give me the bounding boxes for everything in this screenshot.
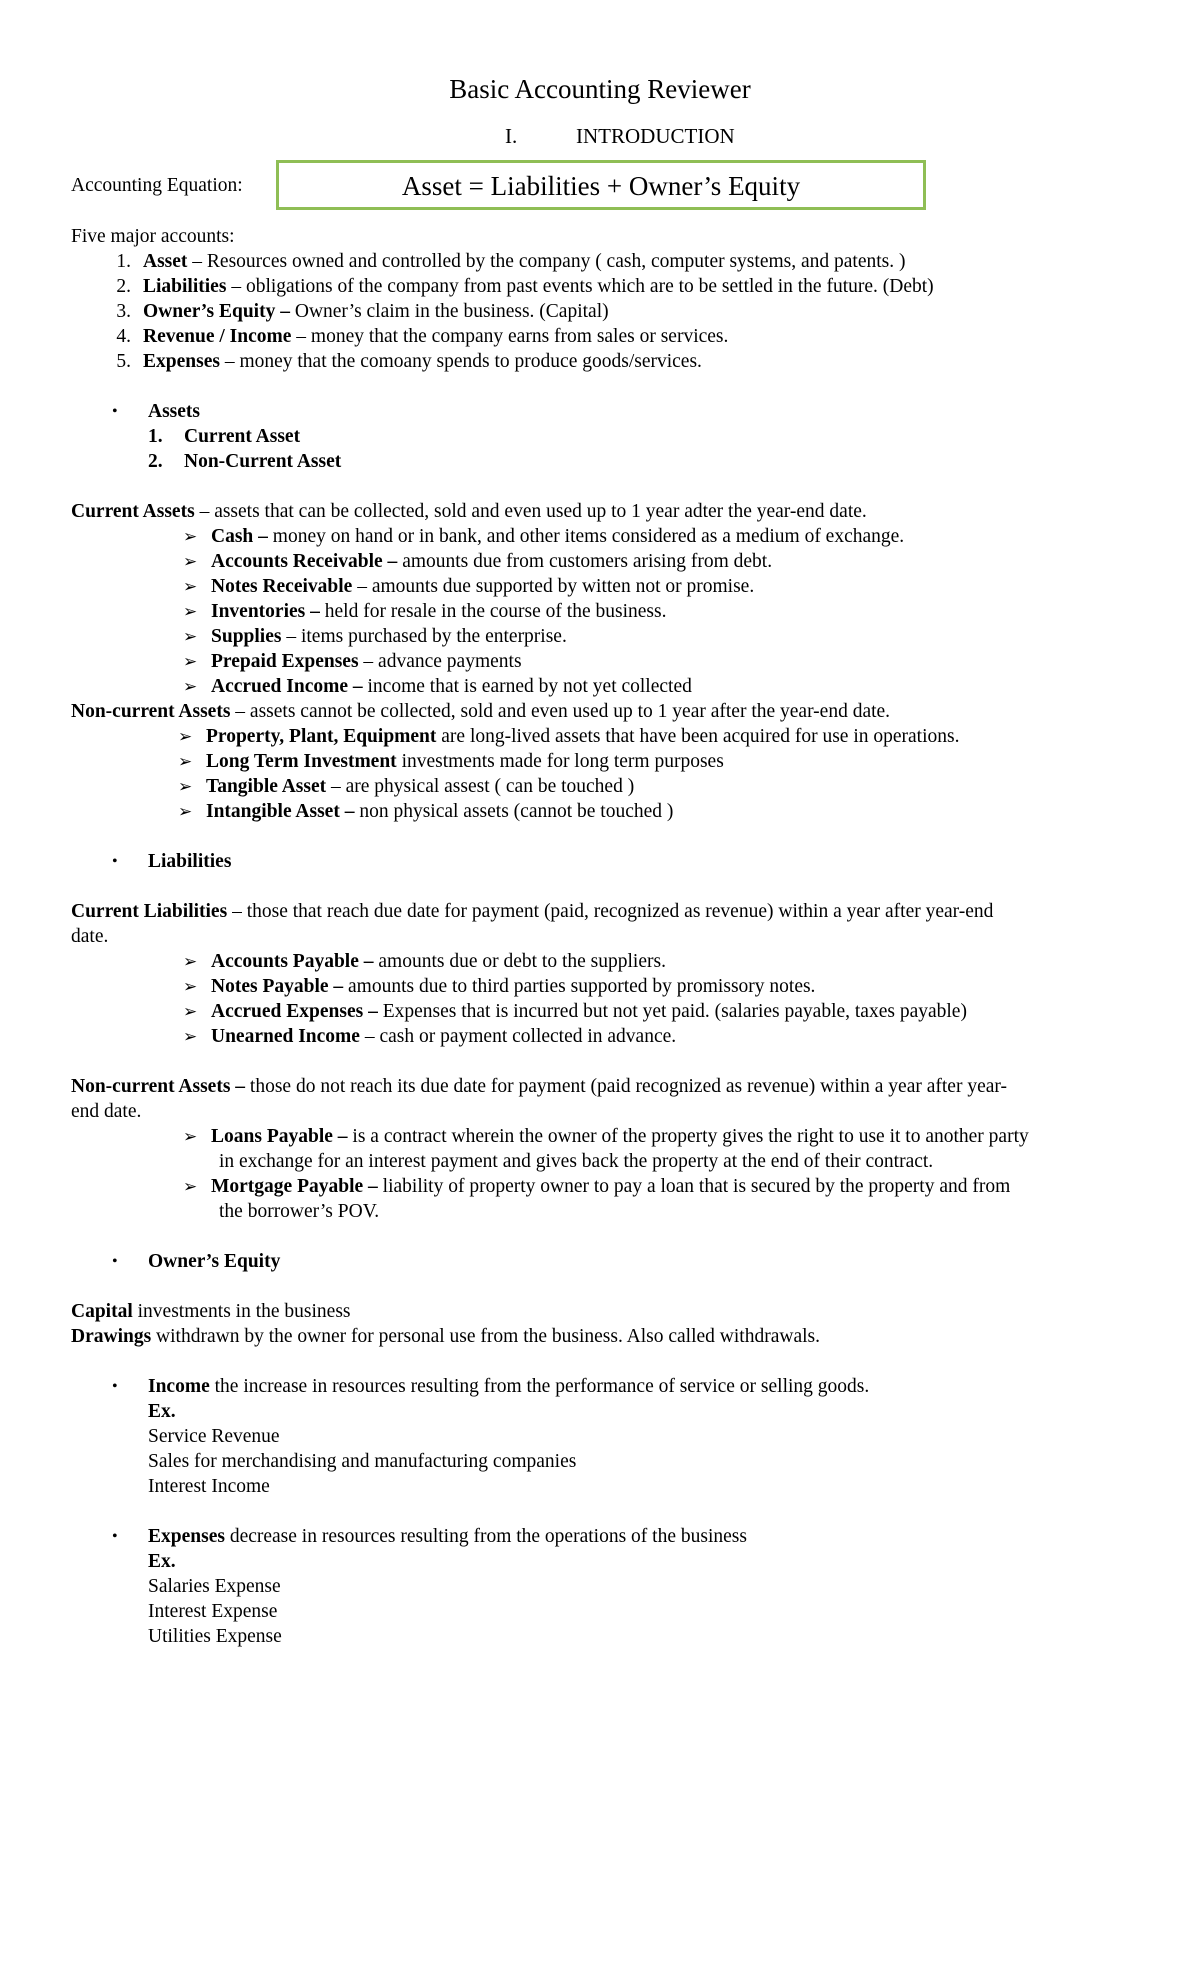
list-item: Service Revenue [148, 1426, 280, 1447]
list-item: Interest Income [148, 1476, 270, 1497]
arrow-bullet-icon: ➢ [183, 602, 198, 621]
page-title: Basic Accounting Reviewer [449, 74, 751, 104]
list-item: 2. Liabilities – obligations of the company from past events which are to be settled in the future. (Debt) [116, 276, 934, 297]
bullet-icon: • [112, 403, 118, 420]
section-heading: INTRODUCTION [576, 124, 735, 148]
list-item: ➢ Accrued Expenses – Expenses that is incurred but not yet paid. (salaries payable, taxes payable) [183, 1001, 967, 1022]
arrow-bullet-icon: ➢ [183, 677, 198, 696]
list-item: ➢ Prepaid Expenses – advance payments [183, 651, 522, 672]
list-item-cont: the borrower’s POV. [219, 1201, 380, 1222]
list-item: ➢ Intangible Asset – non physical assets (cannot be touched ) [178, 801, 674, 822]
section-numeral: I. [505, 124, 518, 148]
list-item: 3. Owner’s Equity – Owner’s claim in the business. (Capital) [116, 301, 609, 322]
list-item: 4. Revenue / Income – money that the company earns from sales or services. [116, 326, 729, 347]
arrow-bullet-icon: ➢ [183, 952, 198, 971]
list-item: Sales for merchandising and manufacturing companies [148, 1451, 577, 1472]
income-definition: Income the increase in resources resulting from the performance of service or selling goods. [148, 1376, 870, 1397]
bullet-icon: • [112, 1253, 118, 1270]
arrow-bullet-icon: ➢ [183, 652, 198, 671]
list-item: 2. Non-Current Asset [148, 451, 342, 472]
example-label: Ex. [148, 1401, 176, 1422]
five-accounts-intro: Five major accounts: [71, 226, 235, 247]
list-item: 5. Expenses – money that the comoany spends to produce goods/services. [116, 351, 702, 372]
bullet-icon: • [112, 1378, 118, 1395]
list-item: ➢ Long Term Investment investments made for long term purposes [178, 751, 724, 772]
capital-definition: Capital investments in the business [71, 1301, 351, 1322]
list-item: Interest Expense [148, 1601, 278, 1622]
list-item: ➢ Property, Plant, Equipment are long-lived assets that have been acquired for use in operations. [178, 726, 960, 747]
arrow-bullet-icon: ➢ [183, 552, 198, 571]
current-liabilities-definition-cont: date. [71, 926, 109, 947]
list-item: ➢ Accounts Payable – amounts due or debt to the suppliers. [183, 951, 666, 972]
list-item: ➢ Accounts Receivable – amounts due from customers arising from debt. [183, 551, 773, 572]
list-item: ➢ Unearned Income – cash or payment collected in advance. [183, 1026, 677, 1047]
arrow-bullet-icon: ➢ [183, 527, 198, 546]
equation-label: Accounting Equation: [71, 175, 243, 196]
list-item: 1. Current Asset [148, 426, 301, 447]
current-assets-definition: Current Assets – assets that can be collected, sold and even used up to 1 year adter the year-end date. [71, 501, 867, 522]
equation-box [276, 160, 926, 210]
example-label: Ex. [148, 1551, 176, 1572]
arrow-bullet-icon: ➢ [178, 752, 193, 771]
list-item: ➢ Mortgage Payable – liability of property owner to pay a loan that is secured by the property and from [183, 1176, 1011, 1197]
list-item: ➢ Cash – money on hand or in bank, and other items considered as a medium of exchange. [183, 526, 905, 547]
arrow-bullet-icon: ➢ [183, 577, 198, 596]
noncurrent-assets-definition: Non-current Assets – assets cannot be collected, sold and even used up to 1 year after the year-end date. [71, 701, 891, 722]
list-item: ➢ Notes Receivable – amounts due supported by witten not or promise. [183, 576, 755, 597]
list-item: 1. Asset – Resources owned and controlled by the company ( cash, computer systems, and patents. ) [116, 251, 906, 272]
bullet-icon: • [112, 853, 118, 870]
arrow-bullet-icon: ➢ [183, 1177, 198, 1196]
current-liabilities-definition: Current Liabilities – those that reach due date for payment (paid, recognized as revenue) within a year after year-end [71, 901, 994, 922]
arrow-bullet-icon: ➢ [183, 1027, 198, 1046]
bullet-icon: • [112, 1528, 118, 1545]
arrow-bullet-icon: ➢ [183, 627, 198, 646]
noncurrent-liabilities-definition-cont: end date. [71, 1101, 142, 1122]
list-item: ➢ Tangible Asset – are physical assest ( can be touched ) [178, 776, 635, 797]
drawings-definition: Drawings withdrawn by the owner for personal use from the business. Also called withdrawals. [71, 1326, 820, 1347]
arrow-bullet-icon: ➢ [183, 1002, 198, 1021]
arrow-bullet-icon: ➢ [178, 777, 193, 796]
equation-text: Asset = Liabilities + Owner’s Equity [401, 171, 801, 201]
arrow-bullet-icon: ➢ [183, 1127, 198, 1146]
list-item-cont: in exchange for an interest payment and gives back the property at the end of their contract. [219, 1151, 934, 1172]
expenses-definition: Expenses decrease in resources resulting from the operations of the business [148, 1526, 747, 1547]
assets-heading: Assets [148, 401, 200, 422]
arrow-bullet-icon: ➢ [178, 727, 193, 746]
noncurrent-liabilities-definition: Non-current Assets – those do not reach its due date for payment (paid recognized as revenue) within a year after year- [71, 1076, 1007, 1097]
list-item: ➢ Notes Payable – amounts due to third parties supported by promissory notes. [183, 976, 816, 997]
list-item: Salaries Expense [148, 1576, 281, 1597]
list-item: ➢ Loans Payable – is a contract wherein the owner of the property gives the right to use it to another party [183, 1126, 1029, 1147]
liabilities-heading: Liabilities [148, 851, 232, 872]
arrow-bullet-icon: ➢ [178, 802, 193, 821]
list-item: ➢ Inventories – held for resale in the course of the business. [183, 601, 667, 622]
arrow-bullet-icon: ➢ [183, 977, 198, 996]
list-item: ➢ Supplies – items purchased by the enterprise. [183, 626, 567, 647]
list-item: Utilities Expense [148, 1626, 282, 1647]
equity-heading: Owner’s Equity [148, 1251, 281, 1272]
list-item: ➢ Accrued Income – income that is earned by not yet collected [183, 676, 692, 697]
